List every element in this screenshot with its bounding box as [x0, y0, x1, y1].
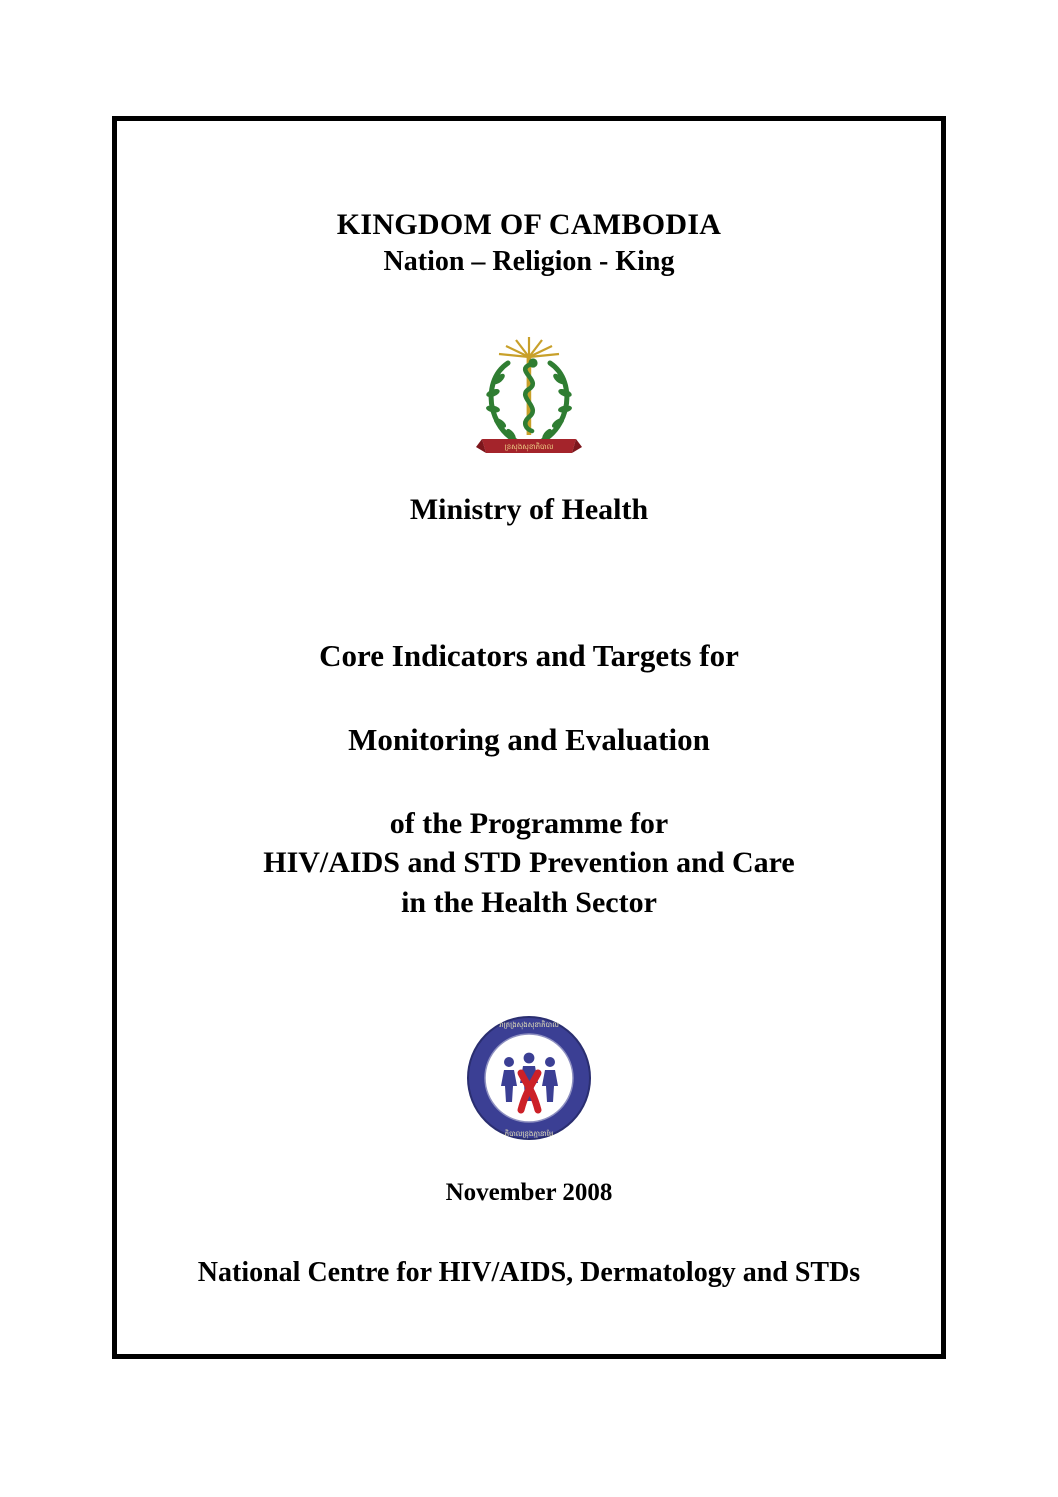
publication-date: November 2008	[445, 1178, 613, 1206]
document-title-block	[117, 637, 941, 922]
ministry-of-health-emblem-icon	[454, 327, 604, 467]
cover-border-frame	[112, 116, 946, 1359]
svg-text:ភិបាលខ្រុងភ្មានាមែ: ភិបាលខ្រុងភ្មានាមែ	[504, 1129, 554, 1138]
kingdom-heading-block	[117, 207, 941, 279]
title-line-4: HIV/AIDS and STD Prevention and Care	[263, 846, 795, 880]
nchads-circular-logo-icon	[466, 1015, 592, 1141]
title-spacer-2	[117, 758, 941, 804]
logo-container	[117, 1015, 941, 1145]
title-line-2: Monitoring and Evaluation	[348, 721, 710, 757]
kingdom-title: KINGDOM OF CAMBODIA	[336, 208, 722, 241]
ministry-title: Ministry of Health	[409, 493, 649, 527]
emblem-container	[117, 327, 941, 467]
title-line-3: of the Programme for	[389, 806, 669, 840]
kingdom-subtitle: Nation – Religion - King	[383, 246, 675, 278]
emblem-ribbon-text: ខ្រសុងសុខាភិបាល	[504, 443, 554, 452]
title-spacer-1	[117, 675, 941, 721]
svg-text:រាត្រង្រសុងសុខាភិបាល: រាត្រង្រសុងសុខាភិបាល	[499, 1020, 559, 1029]
cover-content	[117, 121, 941, 1354]
title-line-5: in the Health Sector	[401, 885, 657, 919]
title-line-1: Core Indicators and Targets for	[319, 638, 739, 674]
organisation-name: National Centre for HIV/AIDS, Dermatology and STDs	[197, 1256, 861, 1288]
